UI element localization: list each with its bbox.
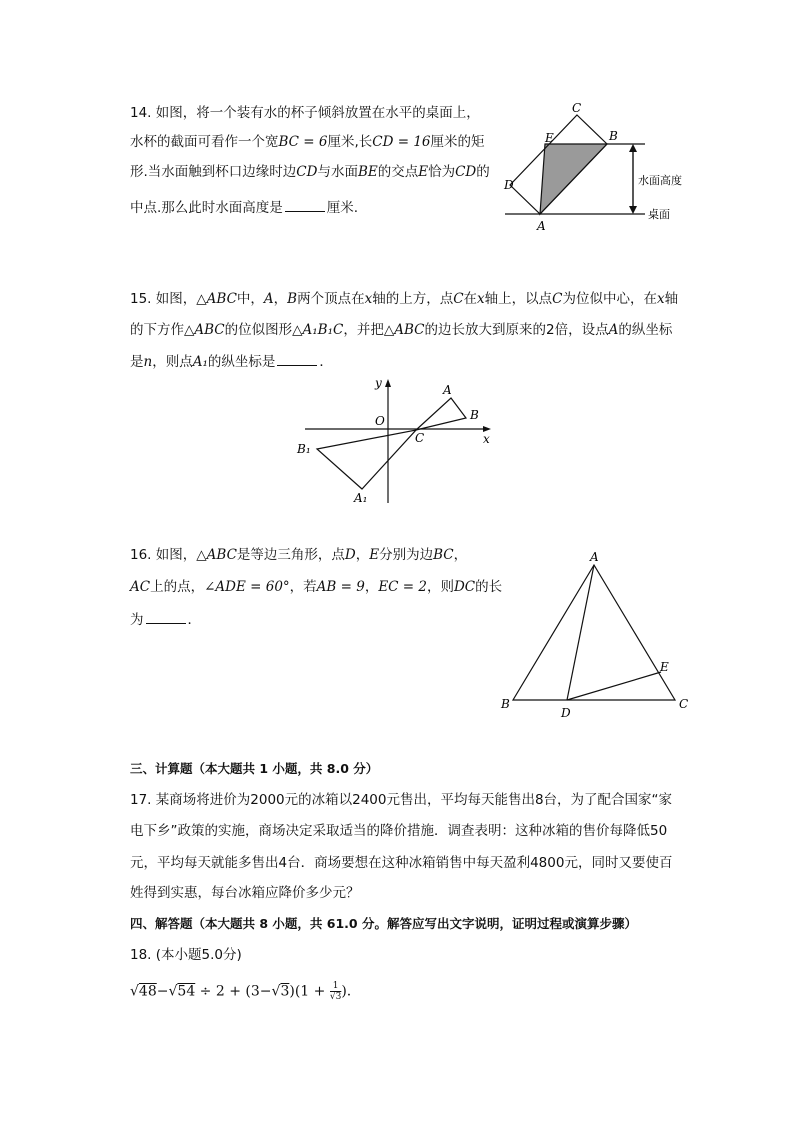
- fraction: $\frac{1}{√3}$: [329, 981, 342, 1002]
- desk-label: 桌面: [648, 208, 670, 221]
- q16-line2: AC上的点，∠ADE = 60°，若AB = 9，EC = 2，则DC的长: [130, 579, 503, 595]
- arrow-up: [629, 144, 637, 152]
- triangle-ABC: [513, 565, 675, 700]
- section-4-title: 四、解答题（本大题共 8 小题，共 61.0 分。解答应写出文字说明，证明过程或演算步骤）: [130, 916, 637, 931]
- label-B1: B₁: [297, 442, 311, 456]
- answer-blank: [277, 353, 317, 366]
- label-B: B: [609, 129, 618, 143]
- label-E: E: [660, 660, 669, 674]
- q15-line2: 的下方作△ABC的位似图形△A₁B₁C，并把△ABC的边长放大到原来的2倍，设点A的纵坐标: [130, 322, 673, 338]
- segment-AD: [567, 565, 594, 700]
- label-A: A: [443, 383, 452, 397]
- q17-line2: 电下乡”政策的实施，商场决定采取适当的降价措施．调查表明：这种冰箱的售价每降低50: [130, 823, 668, 839]
- label-C: C: [679, 697, 689, 711]
- q15-figure: [295, 375, 505, 505]
- label-y: y: [375, 376, 382, 390]
- label-A: A: [590, 550, 599, 564]
- answer-blank: [146, 611, 186, 624]
- triangle-A1B1C: [317, 430, 416, 489]
- q14-line2: 水杯的截面可看作一个宽BC = 6厘米,长CD = 16厘米的矩: [130, 134, 485, 150]
- arrow-down: [629, 206, 637, 214]
- q14-line4: 中点.那么此时水面高度是 厘米.: [130, 200, 359, 216]
- label-B: B: [470, 408, 479, 422]
- q15-line3: 是n，则点A₁的纵坐标是 ．: [130, 354, 333, 370]
- segment-DE: [567, 672, 661, 700]
- q18-line1: 18. (本小题5.0分): [130, 947, 242, 963]
- answer-blank: [285, 199, 325, 212]
- label-A1: A₁: [354, 491, 368, 505]
- q16-line3: 为 ．: [130, 612, 201, 628]
- label-C: C: [415, 431, 425, 445]
- q18-expression: √48−√54 ÷ 2 + (3−√3)(1 + $\frac{1}{√3}$ ).: [130, 981, 352, 1002]
- section-3-title: 三、计算题（本大题共 1 小题，共 8.0 分）: [130, 761, 379, 776]
- label-D: D: [561, 706, 571, 720]
- label-A: A: [537, 219, 546, 233]
- label-x: x: [483, 432, 490, 446]
- q14-figure: [500, 100, 700, 235]
- label-O: O: [375, 414, 385, 428]
- height-label: 水面高度: [638, 174, 682, 187]
- sqrt-54: √54: [168, 983, 196, 1000]
- label-D: D: [504, 178, 514, 192]
- q17-line3: 元，平均每天就能多售出4台．商场要想在这种冰箱销售中每天盈利4800元，同时又要使百: [130, 855, 673, 871]
- sqrt-48: √48: [130, 983, 157, 1000]
- q15-line1: 15. 如图，△ABC中，A，B两个顶点在x轴的上方，点C在x轴上，以点C为位似中心，在x轴: [130, 291, 679, 307]
- y-axis-arrow: [385, 379, 391, 387]
- q17-line1: 17. 某商场将进价为2000元的冰箱以2400元售出，平均每天能售出8台，为了配合国家“家: [130, 792, 673, 808]
- label-C: C: [572, 101, 582, 115]
- label-E: E: [545, 131, 554, 145]
- sqrt-3: √3: [271, 983, 290, 1000]
- q16-figure: [495, 545, 705, 720]
- triangle-ABC: [416, 398, 466, 430]
- q16-line1: 16. 如图，△ABC是等边三角形，点D，E分别为边BC，: [130, 547, 468, 563]
- q14-line3: 形.当水面触到杯口边缘时边CD与水面BE的交点E恰为CD的: [130, 164, 490, 180]
- label-B: B: [501, 697, 510, 711]
- q14-line1: 14. 如图，将一个装有水的杯子倾斜放置在水平的桌面上，: [130, 105, 480, 121]
- q17-line4: 姓得到实惠，每台冰箱应降价多少元？: [130, 885, 360, 901]
